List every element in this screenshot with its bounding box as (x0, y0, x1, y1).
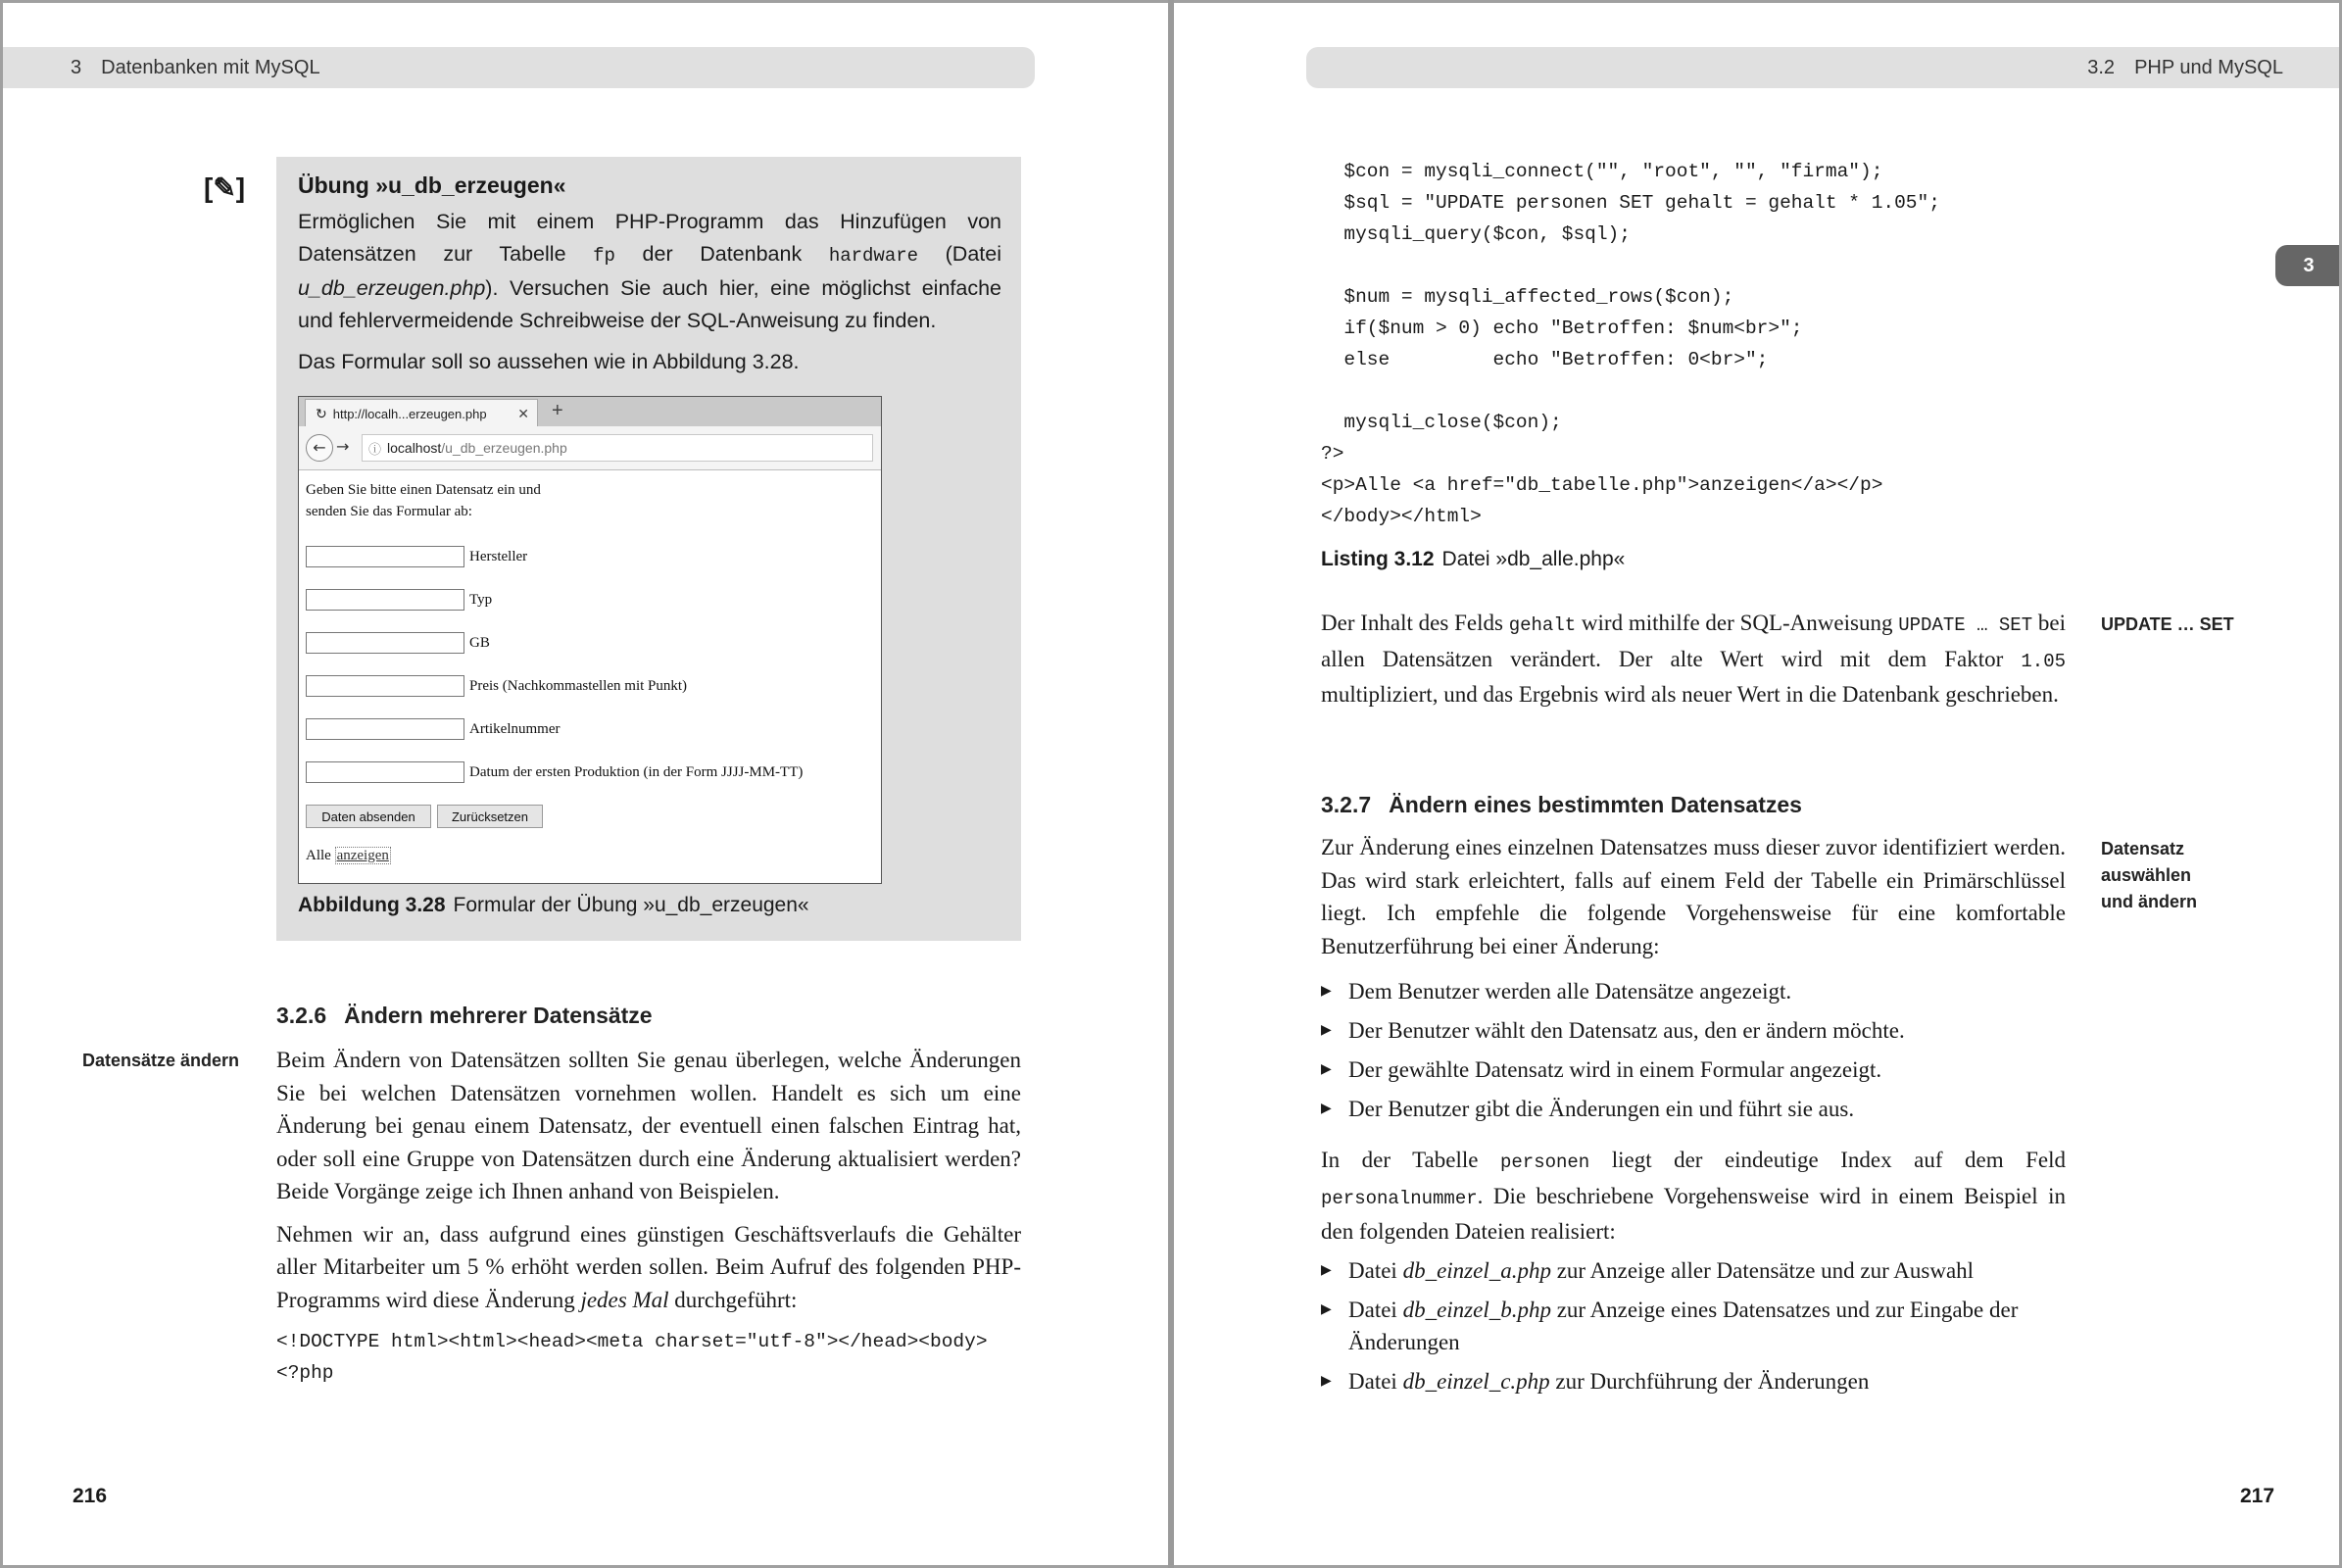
code-listing: $con = mysqli_connect("", "root", "", "firma"); $sql = "UPDATE personen SET gehalt = gehalt * 1.05"; mysqli_query($con, $sql); $num = mysqli_affected_rows($con); if($num > 0) echo "Betroffen: $num<br>"; else echo "Betroffen: 0<br>"; mysqli_close($con); ?> <p>Alle <a href="db_tabelle.php">anzeigen</a></p> </body></html> (1321, 161, 1940, 527)
right-body-1 (1321, 607, 2066, 721)
reset-button[interactable]: Zurücksetzen (437, 805, 543, 828)
page-number: 217 (2240, 1485, 2275, 1507)
list-item (1321, 1254, 2066, 1287)
browser-tab-bar (299, 397, 881, 426)
section-title: Ändern eines bestimmten Datensatzes (1389, 792, 1802, 817)
page-number: 216 (73, 1485, 108, 1507)
text-run: zur Durchführung der Änderungen (1549, 1369, 1870, 1394)
browser-nav-bar (299, 426, 881, 470)
marginal-datensatz: Datensatz auswählen und ändern (2101, 839, 2197, 911)
back-arrow-icon[interactable]: ← (306, 434, 333, 462)
paragraph-1: Beim Ändern von Datensätzen sollten Sie genau überlegen, welche Änderungen Sie bei welchen Datensätzen vornehmen wollen. Handelt es sich um eine Änderung bei genau einem Datensatz, der eventuell einen falschen Eintrag hat, oder soll eine Gruppe von Datensätzen durch eine Änderung aktualisiert werden? Beide Vorgänge zeige ich Ihnen anhand von Beispielen. (276, 1048, 1021, 1203)
marginal-note: Datensätze ändern (82, 1051, 240, 1070)
chapter-title: Datenbanken mit MySQL (101, 56, 320, 78)
inline-code: personalnummer (1321, 1187, 1478, 1209)
gb-input[interactable] (306, 632, 464, 654)
figure-caption-text: Formular der Übung »u_db_erzeugen« (453, 894, 809, 916)
inline-code: fp (593, 245, 615, 267)
browser-page-content (306, 479, 874, 863)
inline-code: gehalt (1508, 614, 1577, 636)
code-block: <!DOCTYPE html><html><head><meta charset="utf-8"></head><body> <?php (276, 1331, 988, 1384)
running-header-left (0, 47, 1035, 88)
file-name: db_einzel_c.php (1402, 1369, 1550, 1394)
right-page (1174, 0, 2342, 1568)
form-row-datum (306, 761, 803, 783)
chapter-thumb-tab: 3 (2275, 245, 2342, 286)
close-tab-icon[interactable]: ✕ (517, 405, 529, 421)
list-item (1321, 1014, 2066, 1047)
right-body-3 (1321, 1144, 2066, 1258)
browser-tab[interactable] (305, 399, 538, 427)
bullet-triangle-icon: ▶ (1321, 1302, 1332, 1317)
text-run: Der Inhalt des Felds (1321, 611, 1509, 635)
listing-caption (1321, 548, 1625, 571)
list-item-text: Der gewählte Datensatz wird in einem Formular angezeigt. (1348, 1057, 1882, 1082)
exercise-body (298, 206, 1001, 387)
text-run: liegt der eindeutige Index auf dem Feld (1589, 1148, 2066, 1172)
bullet-triangle-icon: ▶ (1321, 1062, 1332, 1077)
paragraph-einzel: Zur Änderung eines einzelnen Datensatzes muss dieser zuvor identifiziert werden. Das wird stark erleichtert, falls auf einem Feld der Tabelle ein Primärschlüssel liegt. Ich empfehle die folgende Vorgehensweise für eine komfortable Benutzerführung bei einer Änderung: (1321, 835, 2066, 958)
file-name: u_db_erzeugen.php (298, 276, 486, 300)
field-label: Typ (469, 591, 493, 608)
exercise-box (276, 157, 1021, 941)
forward-arrow-icon[interactable]: → (336, 437, 350, 456)
bullet-triangle-icon: ▶ (1321, 1102, 1332, 1116)
chapter-number: 3 (71, 56, 82, 78)
section-heading-3-2-6 (276, 1003, 653, 1029)
exercise-title: Übung »u_db_erzeugen« (298, 172, 566, 198)
datum-input[interactable] (306, 761, 464, 783)
text-run: Datei (1348, 1369, 1403, 1394)
form-row-typ (306, 589, 492, 611)
loading-icon: ↻ (316, 405, 327, 421)
submit-button[interactable]: Daten absenden (306, 805, 431, 828)
right-body-2 (1321, 831, 2066, 972)
section-title: PHP und MySQL (2134, 56, 2283, 78)
text-run: In der Tabelle (1321, 1148, 1500, 1172)
text-run: bei allen Datensätzen verändert. Der alte Wert wird mit dem Faktor (1321, 611, 2066, 671)
form-row-hersteller (306, 546, 527, 567)
text-run: Nehmen wir an, dass aufgrund eines günstigen Geschäftsverlaufs die Gehälter aller Mitarbeiter um 5 % erhöht werden sollen. Beim Aufruf des folgenden PHP-Programms wird diese Änderung (276, 1221, 1021, 1312)
inline-code: UPDATE … SET (1898, 614, 2033, 636)
list-item-text: Dem Benutzer werden alle Datensätze angezeigt. (1348, 979, 1792, 1004)
anzeigen-link[interactable]: anzeigen (336, 848, 389, 863)
text-run: (Datei (918, 242, 1001, 266)
file-name: db_einzel_a.php (1402, 1258, 1551, 1283)
section-heading-3-2-7 (1321, 792, 1802, 818)
bullet-triangle-icon: ▶ (1321, 1263, 1332, 1278)
section-title: Ändern mehrerer Datensätze (344, 1003, 653, 1028)
emphasis: jedes Mal (580, 1287, 669, 1312)
artikelnummer-input[interactable] (306, 718, 464, 740)
left-page (0, 0, 1168, 1568)
files-list (1321, 1254, 2066, 1404)
field-label: Datum der ersten Produktion (in der Form JJJJ-MM-TT) (469, 763, 804, 780)
form-row-gb (306, 632, 490, 654)
form-row-artikelnummer (306, 718, 560, 740)
tab-title: http://localh...erzeugen.php (332, 406, 487, 421)
hersteller-input[interactable] (306, 546, 464, 567)
listing-text: Datei »db_alle.php« (1441, 548, 1626, 570)
field-label: Preis (Nachkommastellen mit Punkt) (469, 677, 688, 694)
preis-input[interactable] (306, 675, 464, 697)
listing-label: Listing 3.12 (1321, 548, 1435, 570)
list-item-text: Der Benutzer gibt die Änderungen ein und führt sie aus. (1348, 1097, 1855, 1121)
field-label: Artikelnummer (469, 720, 561, 737)
text-run: zur Anzeige eines Datensatzes und zur Eingabe der Änderungen (1348, 1298, 2019, 1354)
text-run: zur Anzeige aller Datensätze und zur Auswahl (1550, 1258, 1975, 1283)
exercise-paragraph-2: Das Formular soll so aussehen wie in Abbildung 3.28. (298, 350, 800, 373)
running-header-right (1306, 47, 2342, 88)
typ-input[interactable] (306, 589, 464, 611)
text-run: ). Versuchen Sie auch hier, eine möglichst einfache und fehlervermeidende Schreibweise der SQL-Anweisung zu finden. (298, 276, 1001, 332)
form-row-preis (306, 675, 687, 697)
list-item (1321, 1365, 2066, 1397)
file-name: db_einzel_b.php (1402, 1298, 1551, 1322)
paragraph-personen (1321, 1144, 2066, 1249)
section-number: 3.2 (2087, 56, 2116, 78)
text-run: multipliziert, und das Ergebnis wird als neuer Wert in die Datenbank geschrieben. (1321, 682, 2059, 707)
text-run: Ermöglichen Sie mit einem PHP-Programm das Hinzufügen von Datensätzen zur Tabelle (298, 210, 1001, 266)
list-item (1321, 1093, 2066, 1125)
bullet-triangle-icon: ▶ (1321, 1023, 1332, 1038)
url-host: localhost (387, 440, 442, 456)
bullet-triangle-icon: ▶ (1321, 1374, 1332, 1389)
figure-label: Abbildung 3.28 (298, 894, 446, 916)
text-run: durchgeführt: (668, 1287, 798, 1312)
section-number: 3.2.7 (1321, 792, 1372, 817)
new-tab-icon[interactable]: + (552, 400, 563, 421)
marginal-update-set: UPDATE … SET (2101, 614, 2234, 634)
left-body (276, 1044, 1021, 1389)
section-number: 3.2.6 (276, 1003, 327, 1028)
text-run: Datei (1348, 1298, 1403, 1322)
bullet-triangle-icon: ▶ (1321, 984, 1332, 999)
exercise-pencil-icon: [✎] (204, 172, 246, 203)
paragraph-update (1321, 607, 2066, 711)
info-icon: ⓘ (368, 441, 382, 457)
list-item (1321, 975, 2066, 1007)
field-label: GB (469, 634, 490, 651)
inline-code: hardware (828, 245, 919, 267)
text-run: wird mithilfe der SQL-Anweisung (1576, 611, 1899, 635)
text-run: . Die beschriebene Vorgehensweise wird in einem Beispiel in den folgenden Dateien realisiert: (1321, 1183, 2066, 1244)
exercise-paragraph (298, 206, 1001, 337)
text-run: der Datenbank (614, 242, 829, 266)
inline-code: 1.05 (2021, 650, 2066, 672)
list-item (1321, 1294, 2066, 1358)
inline-code: personen (1499, 1152, 1590, 1173)
alle-text: Alle (306, 848, 331, 863)
alle-anzeigen-line (306, 848, 391, 864)
field-label: Hersteller (469, 548, 528, 564)
paragraph-2 (276, 1218, 1021, 1317)
list-item-text: Der Benutzer wählt den Datensatz aus, den er ändern möchte. (1348, 1018, 1905, 1043)
list-item (1321, 1054, 2066, 1086)
steps-list (1321, 975, 2066, 1132)
text-run: Datei (1348, 1258, 1403, 1283)
form-intro-text: Geben Sie bitte einen Datensatz ein und senden Sie das Formular ab: (306, 482, 541, 519)
url-path: /u_db_erzeugen.php (441, 440, 567, 456)
browser-screenshot (298, 396, 882, 884)
figure-caption (298, 894, 809, 917)
address-bar[interactable] (362, 434, 873, 462)
